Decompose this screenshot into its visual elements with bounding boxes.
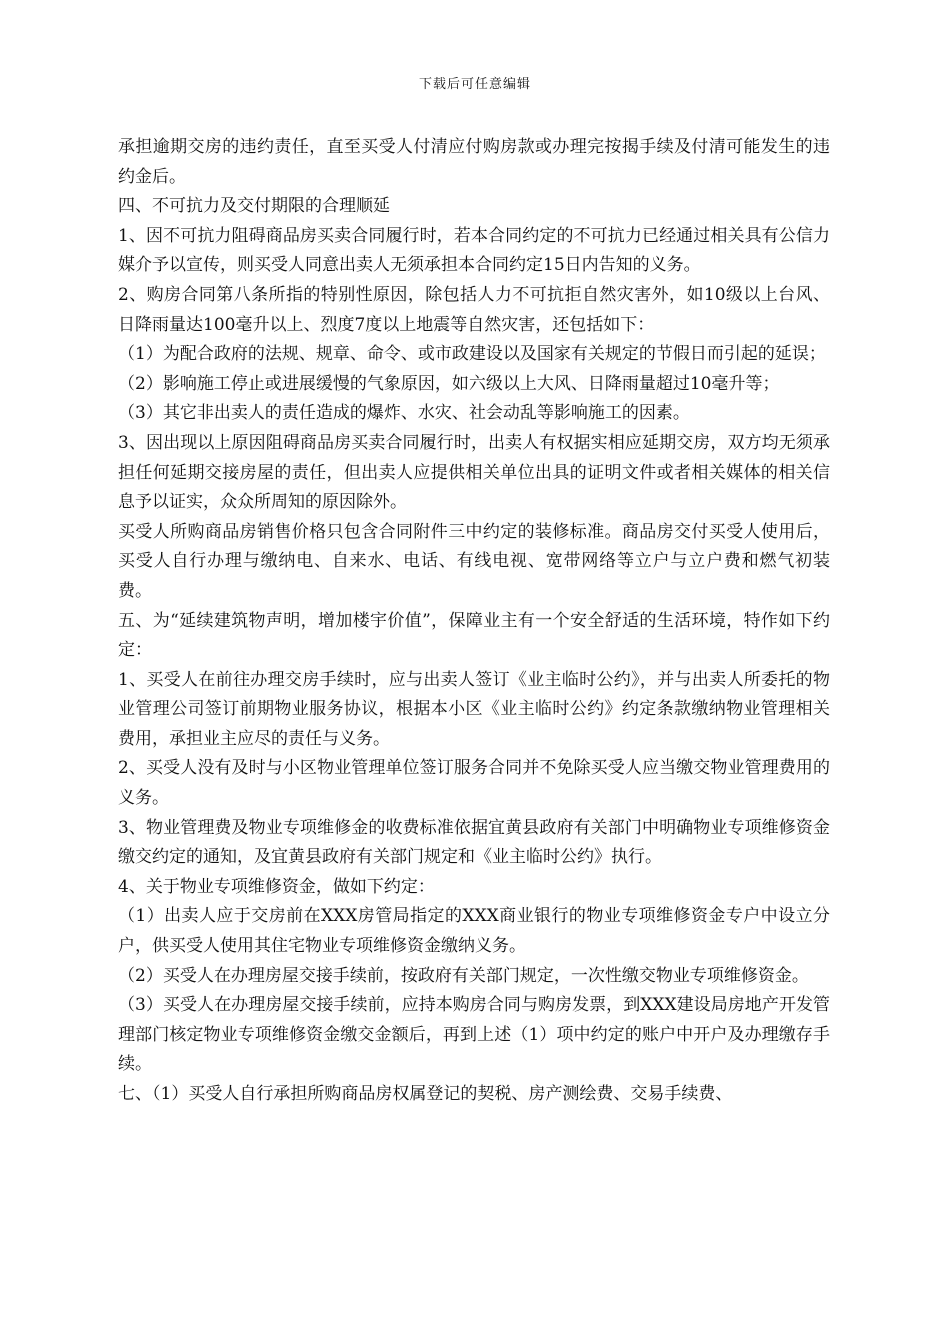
paragraph-fund-2: （2）买受人在办理房屋交接手续前，按政府有关部门规定，一次性缴交物业专项维修资金。 [118,965,809,986]
paragraph-property-1: 1、买受人在前往办理交房手续时，应与出卖人签订《业主临时公约》，并与出卖人所委托的物业管理公司签订前期物业服务协议，根据本小区《业主临时公约》约定条款缴纳物业管理相关费用，承担业主应尽的责任与义务。 [118,669,830,749]
paragraph-property-4: 4、关于物业专项维修资金，做如下约定： [118,876,435,897]
paragraph-fund-3: （3）买受人在办理房屋交接手续前，应持本购房合同与购房发票，到XXX建设局房地产开发管理部门核定物业专项维修资金缴交金额后，再到上述（1）项中约定的账户中开户及办理缴存手续。 [118,995,830,1075]
paragraph-clause-1: 1、因不可抗力阻碍商品房买卖合同履行时，若本合同约定的不可抗力已经通过相关具有公信力媒介予以宣传，则买受人同意出卖人无须承担本合同约定15日内告知的义务。 [118,225,830,276]
document-body [118,133,830,1110]
paragraph-subclause-2: （2）影响施工停止或进展缓慢的气象原因，如六级以上大风、日降雨量超过10毫升等； [118,373,780,394]
paragraph-property-3: 3、物业管理费及物业专项维修金的收费标准依据宜黄县政府有关部门中明确物业专项维修资金缴交约定的通知，及宜黄县政府有关部门规定和《业主临时公约》执行。 [118,817,830,868]
section-heading-force-majeure: 四、不可抗力及交付期限的合理顺延 [118,196,390,217]
page-header: 下载后可任意编辑 [418,77,531,92]
paragraph-continuation: 承担逾期交房的违约责任，直至买受人付清应付购房款或办理完按揭手续及付清可能发生的违约金后。 [118,137,830,187]
paragraph-clause-2: 2、购房合同第八条所指的特别性原因，除包括人力不可抗拒自然灾害外，如10级以上台风、日降雨量达100毫升以上、烈度7度以上地震等自然灾害，还包括如下： [118,284,830,335]
paragraph-property-2: 2、买受人没有及时与小区物业管理单位签订服务合同并不免除买受人应当缴交物业管理费用的义务。 [118,758,830,809]
paragraph-clause-3: 3、因出现以上原因阻碍商品房买卖合同履行时，出卖人有权据实相应延期交房，双方均无须承担任何延期交接房屋的责任，但出卖人应提供相关单位出具的证明文件或者相关媒体的相关信息予以证实，众众所周知的原因除外。 [118,432,830,513]
section-heading-property: 五、为“延续建筑物声明，增加楼宇价值”，保障业主有一个安全舒适的生活环境，特作如下约定： [118,610,830,661]
paragraph-fund-1: （1）出卖人应于交房前在XXX房管局指定的XXX商业银行的物业专项维修资金专户中设立分户，供买受人使用其住宅物业专项维修资金缴纳义务。 [118,906,830,957]
paragraph-section-seven: 七、（1）买受人自行承担所购商品房权属登记的契税、房产测绘费、交易手续费、 [118,1084,733,1104]
paragraph-pricing: 买受人所购商品房销售价格只包含合同附件三中约定的装修标准。商品房交付买受人使用后，买受人自行办理与缴纳电、自来水、电话、有线电视、宽带网络等立户与立户费和燃气初装费。 [118,521,830,601]
paragraph-subclause-1: （1）为配合政府的法规、规章、命令、或市政建设以及国家有关规定的节假日而引起的延误； [118,344,826,365]
paragraph-subclause-3: （3）其它非出卖人的责任造成的爆炸、水灾、社会动乱等影响施工的因素。 [118,403,690,424]
